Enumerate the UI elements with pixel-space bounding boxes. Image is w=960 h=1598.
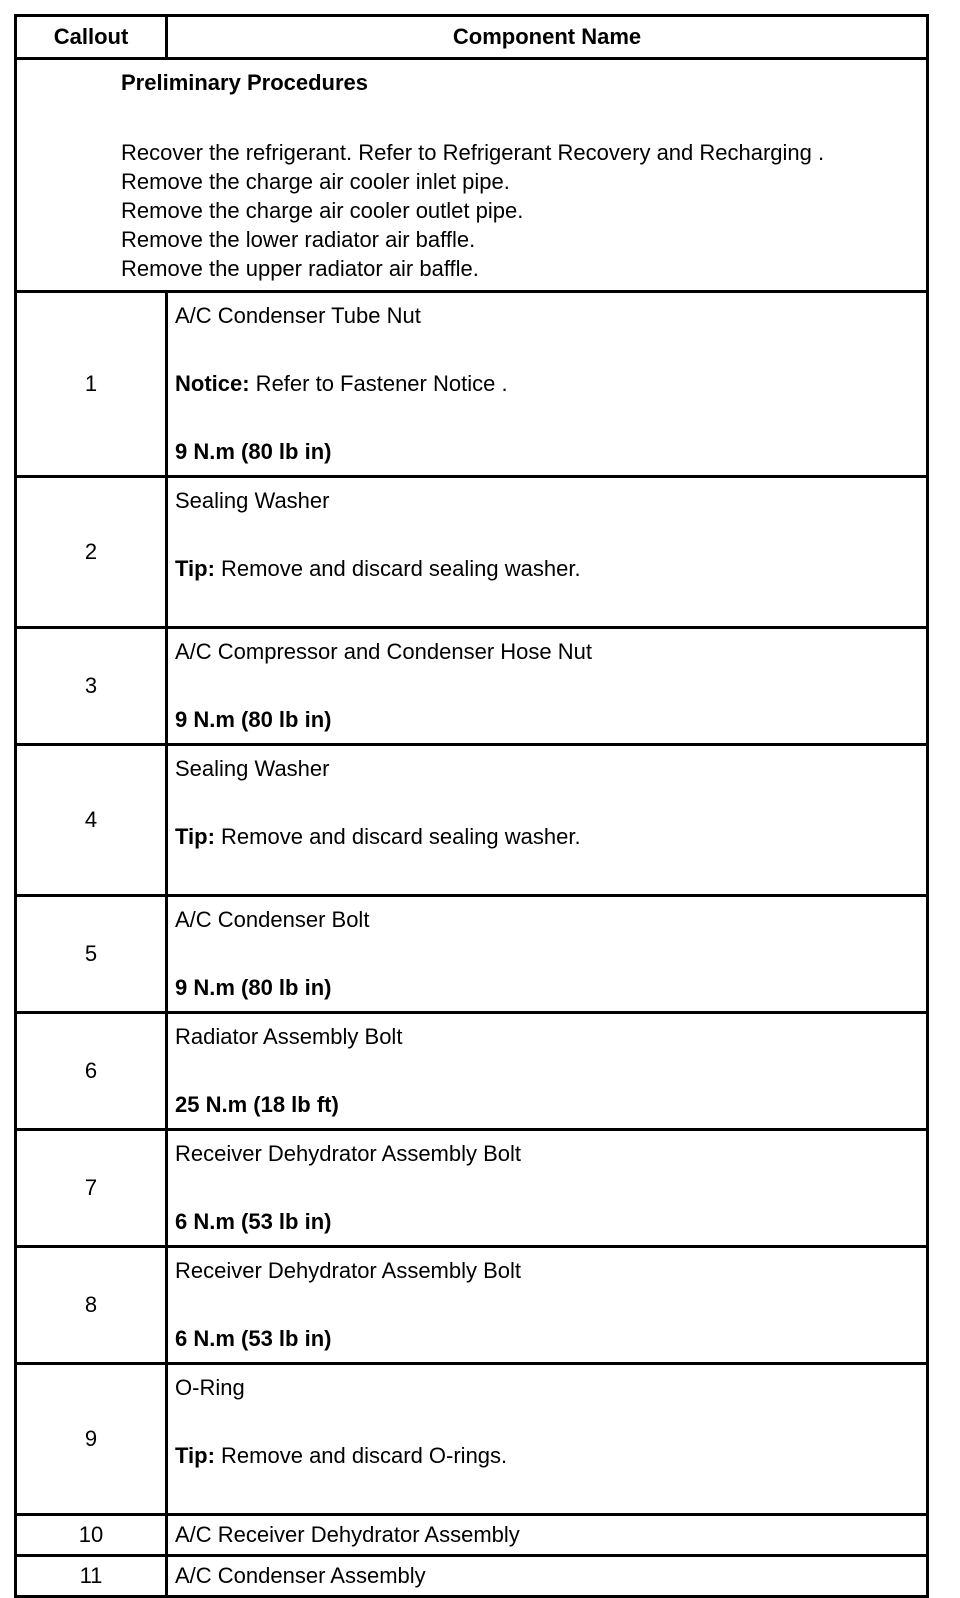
component-cell	[167, 1130, 928, 1247]
callout-number: 6	[16, 1013, 167, 1130]
torque-spec: 6 N.m (53 lb in)	[175, 1209, 332, 1234]
note-label: Tip:	[175, 1443, 215, 1468]
callout-number: 10	[16, 1515, 167, 1556]
callout-number: 2	[16, 477, 167, 628]
table-row	[16, 896, 928, 1013]
callout-number: 1	[16, 292, 167, 477]
torque-spec: 6 N.m (53 lb in)	[175, 1326, 332, 1351]
component-name: Receiver Dehydrator Assembly Bolt	[175, 1258, 522, 1283]
note-label: Tip:	[175, 824, 215, 849]
component-name: Sealing Washer	[175, 488, 330, 513]
component-name: Receiver Dehydrator Assembly Bolt	[175, 1141, 522, 1166]
component-cell	[167, 1515, 928, 1556]
component-cell	[167, 745, 928, 896]
component-cell	[167, 477, 928, 628]
note-label: Notice:	[175, 371, 250, 396]
preliminary-step: Remove the lower radiator air baffle.	[121, 227, 476, 252]
header-row	[16, 16, 928, 59]
callout-number: 7	[16, 1130, 167, 1247]
table-row	[16, 745, 928, 896]
torque-spec: 9 N.m (80 lb in)	[175, 707, 332, 732]
component-cell	[167, 896, 928, 1013]
note-text: Remove and discard sealing washer.	[214, 556, 581, 581]
note-text: Remove and discard sealing washer.	[214, 824, 581, 849]
table-row	[16, 1130, 928, 1247]
table-row	[16, 1013, 928, 1130]
note-line	[175, 371, 508, 396]
preliminary-procedures-title: Preliminary Procedures	[121, 70, 369, 95]
note-label: Tip:	[175, 556, 215, 581]
component-name: A/C Condenser Assembly	[175, 1563, 426, 1588]
callout-number: 4	[16, 745, 167, 896]
note-line	[175, 824, 581, 849]
note-line	[175, 1443, 507, 1468]
note-line	[175, 556, 581, 581]
callout-column-header: Callout	[16, 16, 167, 59]
preliminary-step: Recover the refrigerant. Refer to Refrigerant Recovery and Recharging .	[121, 140, 825, 165]
torque-spec: 25 N.m (18 lb ft)	[175, 1092, 339, 1117]
table-row	[16, 1364, 928, 1515]
table-row	[16, 1515, 928, 1556]
component-name: Radiator Assembly Bolt	[175, 1024, 403, 1049]
torque-spec: 9 N.m (80 lb in)	[175, 439, 332, 464]
note-text: Remove and discard O-rings.	[214, 1443, 508, 1468]
callout-number: 11	[16, 1556, 167, 1597]
table-row	[16, 1247, 928, 1364]
callout-number: 9	[16, 1364, 167, 1515]
callout-number: 5	[16, 896, 167, 1013]
component-cell	[167, 628, 928, 745]
preliminary-procedures-row	[16, 59, 928, 292]
preliminary-step: Remove the charge air cooler inlet pipe.	[121, 169, 510, 194]
component-cell	[167, 1013, 928, 1130]
component-name-column-header: Component Name	[167, 16, 928, 59]
component-cell	[167, 1364, 928, 1515]
components-table	[14, 14, 929, 1598]
callout-number: 3	[16, 628, 167, 745]
component-cell	[167, 1556, 928, 1597]
component-name: A/C Compressor and Condenser Hose Nut	[175, 639, 592, 664]
preliminary-procedures-cell	[16, 59, 928, 292]
table-row	[16, 292, 928, 477]
component-cell	[167, 1247, 928, 1364]
component-name: A/C Condenser Tube Nut	[175, 303, 421, 328]
callout-number: 8	[16, 1247, 167, 1364]
preliminary-step: Remove the upper radiator air baffle.	[121, 256, 479, 281]
table-row	[16, 477, 928, 628]
table-row	[16, 1556, 928, 1597]
preliminary-step: Remove the charge air cooler outlet pipe.	[121, 198, 524, 223]
torque-spec: 9 N.m (80 lb in)	[175, 975, 332, 1000]
note-text: Refer to Fastener Notice .	[249, 371, 508, 396]
component-name: A/C Condenser Bolt	[175, 907, 370, 932]
component-name: A/C Receiver Dehydrator Assembly	[175, 1522, 520, 1547]
component-name: O-Ring	[175, 1375, 245, 1400]
table-row	[16, 628, 928, 745]
component-cell	[167, 292, 928, 477]
component-name: Sealing Washer	[175, 756, 330, 781]
